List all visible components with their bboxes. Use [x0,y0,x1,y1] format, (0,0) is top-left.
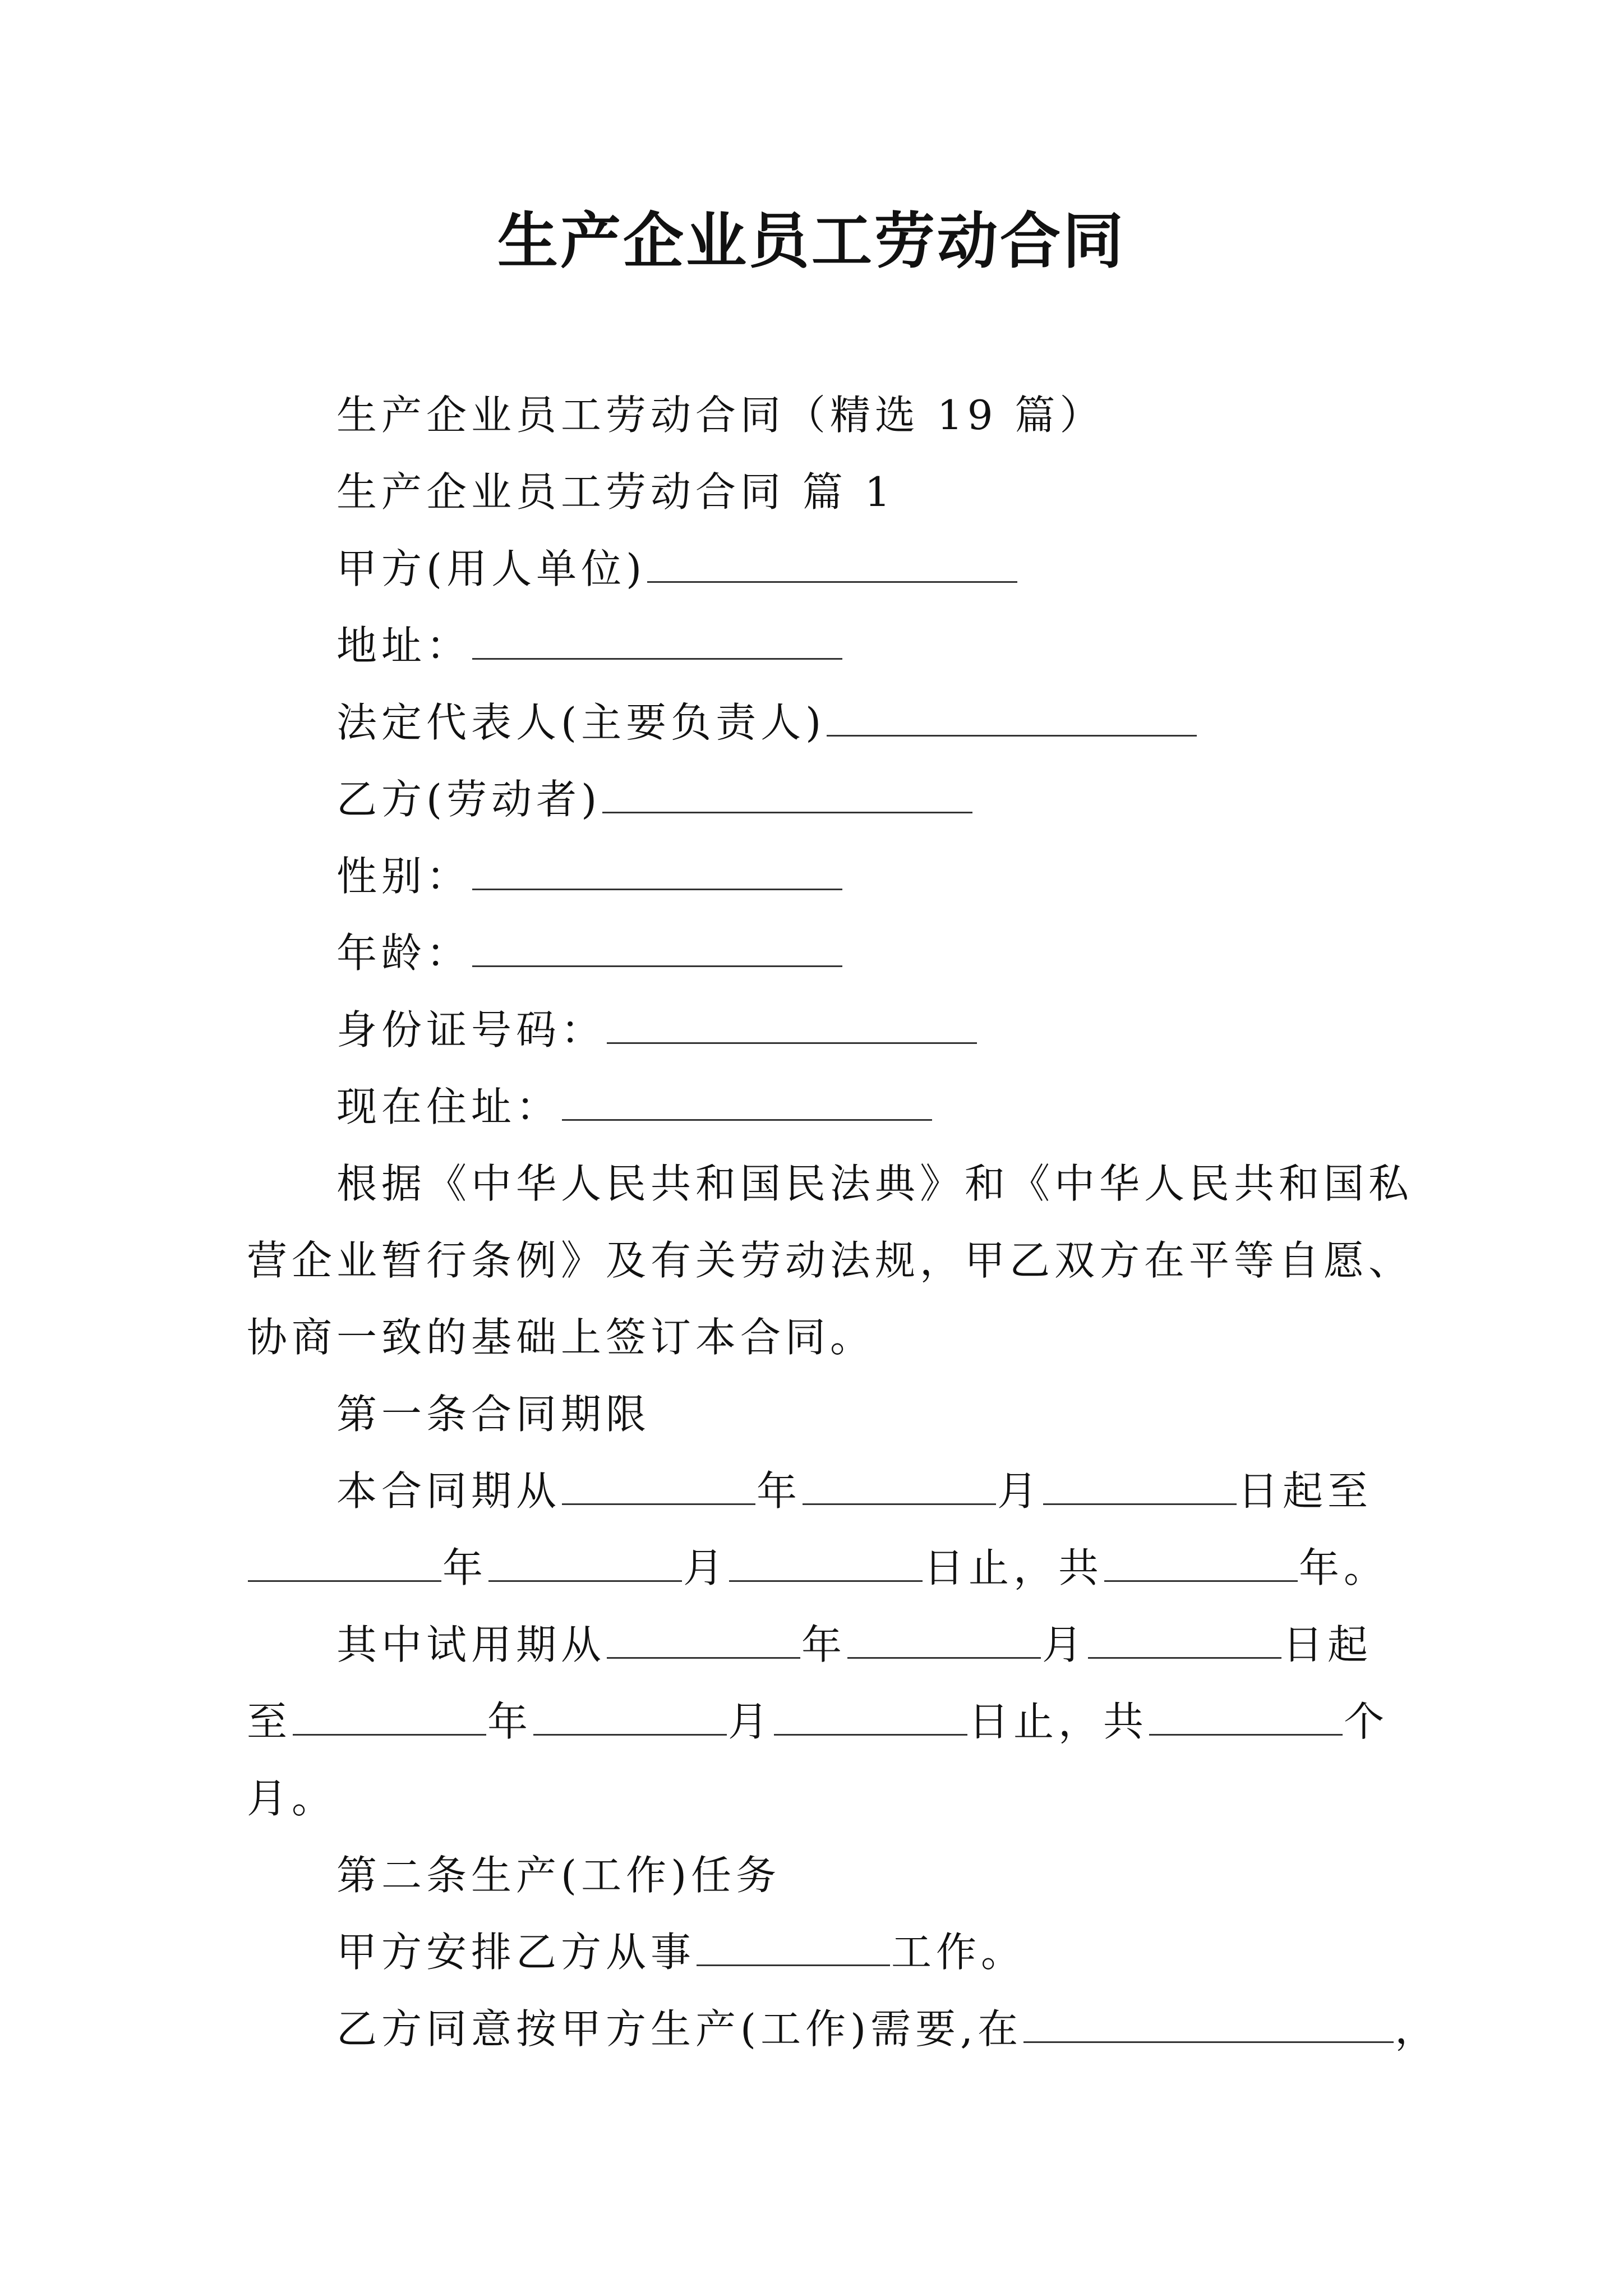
current-address-blank[interactable] [562,1079,932,1121]
day-end-text: 日止，共 [924,1544,1104,1591]
legal-rep-blank[interactable] [827,694,1197,737]
party-a-row [336,541,1018,597]
current-address-label: 现在住址： [336,1083,561,1130]
article-2-agree-line [336,2001,1440,2057]
location-blank[interactable] [1023,2001,1394,2043]
preamble-line-2: 营企业暂行条例》及有关劳动法规，甲乙双方在平等自愿、 [247,1237,1414,1284]
id-blank[interactable] [607,1002,977,1044]
trial-end-day-blank[interactable] [774,1694,967,1736]
gender-label: 性别： [336,853,472,900]
year-text: 年 [442,1544,488,1591]
current-address-row [336,1079,933,1135]
term-end-day-blank[interactable] [729,1540,923,1582]
comma-text: ， [1395,2005,1440,2053]
address-row [336,618,843,674]
year-text: 年 [801,1621,847,1668]
year-text: 年 [757,1467,802,1515]
work-text: 工作。 [891,1929,1026,1976]
term-end-month-blank[interactable] [488,1540,682,1582]
party-a-blank[interactable] [647,541,1017,583]
day-start-text: 日起至 [1238,1467,1373,1515]
month-text: 月 [683,1544,728,1591]
day-end-text: 日止，共 [969,1698,1149,1745]
trial-end-year-blank[interactable] [293,1694,486,1736]
article-1-trial-line-1 [336,1617,1372,1673]
age-blank[interactable] [472,925,842,967]
to-text: 至 [247,1698,292,1745]
article-1-term-line-1 [336,1463,1372,1519]
agree-text: 乙方同意按甲方生产(工作)需要,在 [336,2005,1023,2053]
term-start-year-blank[interactable] [562,1463,755,1505]
month-text: 月 [997,1467,1043,1515]
article-2-task-line [336,1924,1026,1980]
legal-rep-label: 法定代表人(主要负责人) [336,699,826,746]
trial-start-month-blank[interactable] [847,1617,1041,1659]
month-text: 月 [728,1698,773,1745]
preamble-line-1: 根据《中华人民共和国民法典》和《中华人民共和国私 [336,1160,1414,1207]
years-text: 年。 [1299,1544,1389,1591]
party-b-row [336,771,974,827]
document-title: 生产企业员工劳动合同 [497,206,1126,277]
unit-text: 个 [1344,1698,1389,1745]
article-2-heading: 第二条生产(工作)任务 [336,1852,781,1899]
address-blank[interactable] [472,618,842,660]
party-b-label: 乙方(劳动者) [336,776,602,823]
id-row [336,1002,978,1058]
article-1-heading: 第一条合同期限 [336,1391,651,1438]
party-a-label: 甲方(用人单位) [336,545,647,592]
term-total-years-blank[interactable] [1104,1540,1298,1582]
trial-end-month-blank[interactable] [533,1694,727,1736]
term-from-text: 本合同期从 [336,1467,561,1515]
trial-start-day-blank[interactable] [1088,1617,1281,1659]
subtitle: 生产企业员工劳动合同（精选 19 篇） [336,392,1105,439]
party-b-blank[interactable] [602,771,972,813]
address-label: 地址： [336,622,472,669]
preamble-line-3: 协商一致的基础上签订本合同。 [247,1314,875,1361]
article-1-term-line-2 [247,1540,1389,1596]
day-start-text: 日起 [1283,1621,1373,1668]
term-start-month-blank[interactable] [803,1463,996,1505]
trial-from-text: 其中试用期从 [336,1621,606,1668]
article-1-trial-line-2 [247,1694,1389,1750]
age-label: 年龄： [336,930,472,977]
term-end-year-blank[interactable] [248,1540,441,1582]
year-text: 年 [487,1698,533,1745]
trial-total-months-blank[interactable] [1149,1694,1343,1736]
job-blank[interactable] [697,1924,890,1966]
assign-text: 甲方安排乙方从事 [336,1929,696,1976]
article-1-trial-line-3: 月。 [247,1775,337,1822]
gender-row [336,848,843,904]
id-label: 身份证号码： [336,1006,606,1053]
month-text: 月 [1042,1621,1087,1668]
gender-blank[interactable] [472,848,842,890]
legal-rep-row [336,694,1198,751]
age-row [336,925,843,981]
section-heading: 生产企业员工劳动合同 篇 1 [336,468,895,516]
trial-start-year-blank[interactable] [607,1617,800,1659]
term-start-day-blank[interactable] [1043,1463,1237,1505]
